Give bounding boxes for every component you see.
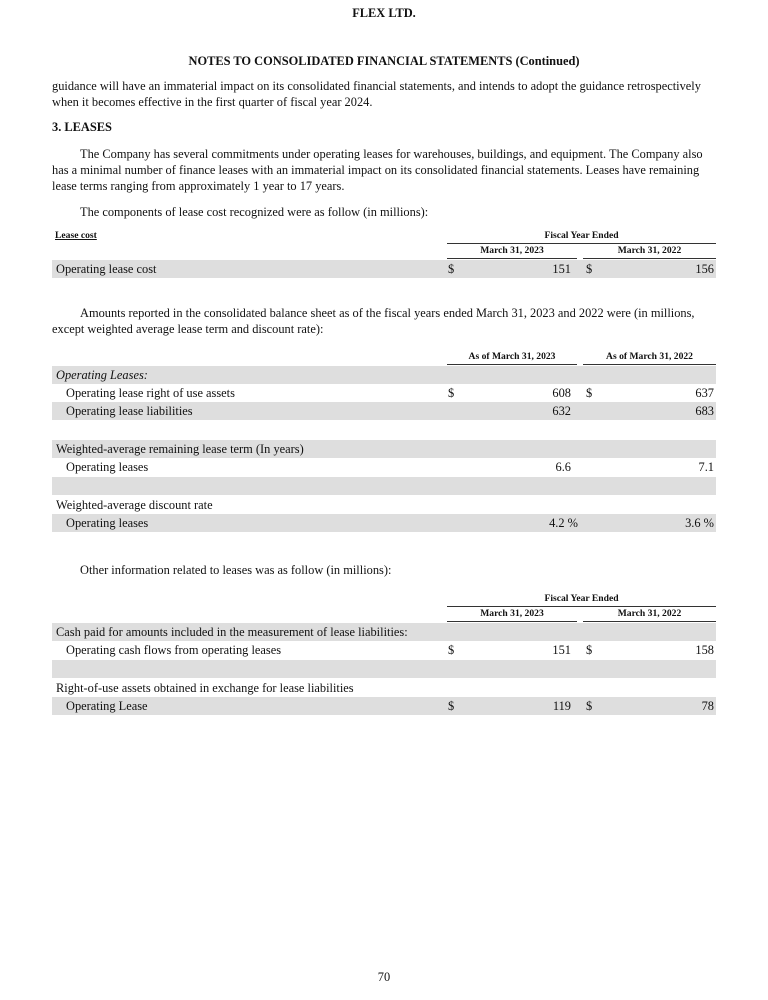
blank-row: [52, 477, 716, 495]
row-label: Operating cash flows from operating leases: [66, 643, 282, 657]
lease-cost-header: Lease cost: [55, 230, 97, 241]
col-2022-header: March 31, 2022: [583, 607, 716, 622]
col-2023-header: As of March 31, 2023: [447, 350, 577, 365]
page-number: 70: [377, 970, 391, 984]
currency: $: [586, 262, 593, 276]
value-2023: 608: [552, 386, 571, 400]
value-2023: 151: [552, 643, 571, 657]
balance-intro: Amounts reported in the consolidated balance sheet as of the fiscal years ended March 31, 2023 and 2022 were (in millions, except weighted average lease term and discount rate):: [52, 306, 695, 337]
section-title: 3. LEASES: [52, 120, 112, 134]
value-2023: 119: [552, 699, 571, 713]
row-label: Right-of-use assets obtained in exchange for lease liabilities: [56, 681, 354, 695]
table-row: [52, 679, 716, 697]
table-row: [52, 697, 716, 715]
value-2022: 683: [695, 404, 714, 418]
table-row: [52, 440, 716, 458]
fiscal-year-header: Fiscal Year Ended: [447, 229, 716, 244]
table-row: [52, 496, 716, 514]
row-label: Operating lease cost: [56, 262, 157, 276]
row-label: Operating leases: [66, 516, 149, 530]
value-2022: 158: [695, 643, 714, 657]
value-2023: 4.2 %: [549, 516, 578, 530]
row-label: Operating Leases:: [56, 368, 148, 382]
table-row: [52, 402, 716, 420]
table-row: [52, 623, 716, 641]
row-label: Operating lease liabilities: [66, 404, 193, 418]
col-2022-header: As of March 31, 2022: [583, 350, 716, 365]
currency: $: [586, 699, 593, 713]
section-paragraph: The Company has several commitments under operating leases for warehouses, buildings, and equipment. The Company also has a minimal number of finance leases with an immaterial impact on its consolidated financial statements. Leases have remaining lease terms ranging from approximately 1 year to 17 years.: [52, 147, 703, 194]
currency: $: [448, 262, 455, 276]
row-label: Operating Lease: [66, 699, 148, 713]
value-2022: 3.6 %: [685, 516, 714, 530]
col-2022-header: March 31, 2022: [583, 244, 716, 259]
col-2023-header: March 31, 2023: [447, 607, 577, 622]
value-2023: 151: [552, 262, 571, 276]
value-2023: 6.6: [555, 460, 571, 474]
table-row: [52, 458, 716, 476]
value-2022: 156: [695, 262, 714, 276]
currency: $: [586, 386, 593, 400]
currency: $: [448, 699, 455, 713]
row-label: Weighted-average remaining lease term (In years): [56, 442, 304, 456]
value-2022: 78: [701, 699, 714, 713]
table-row: [52, 514, 716, 532]
fiscal-year-header: Fiscal Year Ended: [447, 592, 716, 607]
currency: $: [448, 643, 455, 657]
row-label: Operating leases: [66, 460, 149, 474]
col-2023-header: March 31, 2023: [447, 244, 577, 259]
value-2023: 632: [552, 404, 571, 418]
currency: $: [448, 386, 455, 400]
other-intro: Other information related to leases was as follow (in millions):: [80, 563, 392, 577]
page-subtitle: NOTES TO CONSOLIDATED FINANCIAL STATEMENTS (Continued): [188, 54, 580, 68]
value-2022: 637: [695, 386, 714, 400]
currency: $: [586, 643, 593, 657]
row-label: Operating lease right of use assets: [66, 386, 235, 400]
company-name: FLEX LTD.: [352, 6, 416, 20]
value-2022: 7.1: [698, 460, 714, 474]
table-row: [52, 641, 716, 659]
intro-paragraph: guidance will have an immaterial impact on its consolidated financial statements, and intends to adopt the guidance retrospectively when it becomes effective in the first quarter of fiscal year 2024.: [52, 79, 701, 110]
table-row: [52, 260, 716, 278]
table-row: [52, 384, 716, 402]
row-label: Cash paid for amounts included in the measurement of lease liabilities:: [56, 625, 408, 639]
row-label: Weighted-average discount rate: [56, 498, 213, 512]
table-row: [52, 366, 716, 384]
blank-row: [52, 660, 716, 678]
lease-cost-intro: The components of lease cost recognized were as follow (in millions):: [80, 205, 429, 219]
